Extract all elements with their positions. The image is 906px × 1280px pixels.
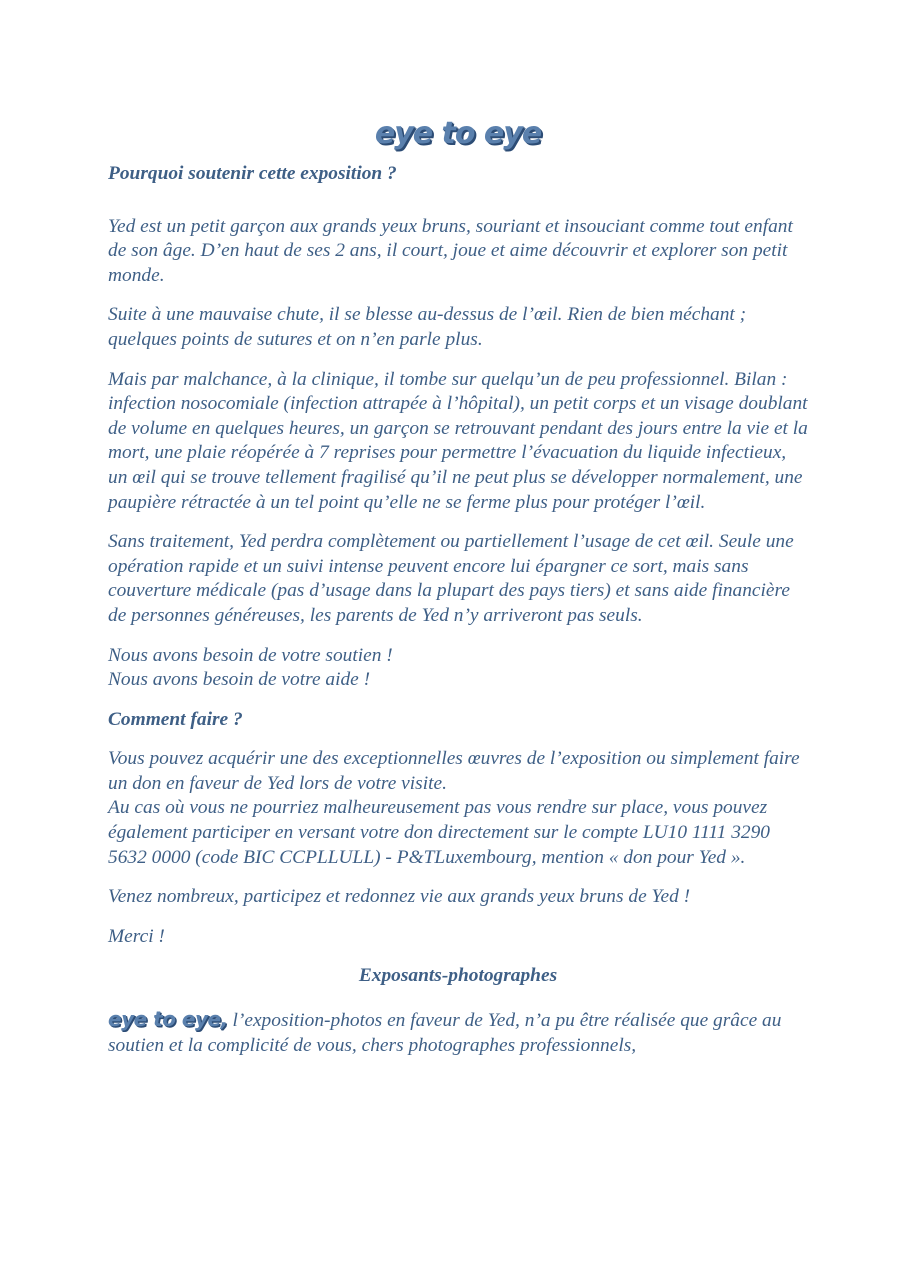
paragraph-intro: Yed est un petit garçon aux grands yeux bruns, souriant et insouciant comme tout enfant de son âge. D’en haut de ses 2 ans, il court, joue et aime découvrir et explorer son petit monde. [108, 215, 793, 286]
document-page [108, 112, 808, 1073]
exhibitors-paragraph [108, 1007, 808, 1058]
need-support-block [108, 644, 808, 693]
paragraph-treatment: Sans traitement, Yed perdra complètement ou partiellement l’usage de cet œil. Seule une opération rapide et un suivi intense peuvent encore lui épargner ce sort, mais sans couverture médicale (pas d’usage dans la plupart des pays tiers) et sans aide financière de personnes généreuses, les parents de Yed n’y arriveront pas seuls. [108, 531, 794, 626]
how-to-acquire: Vous pouvez acquérir une des exceptionnelles œuvres de l’exposition ou simplement faire un don en faveur de Yed lors de votre visite. [108, 748, 800, 794]
heading-why-support: Pourquoi soutenir cette exposition ? [108, 163, 397, 184]
call-to-action: Venez nombreux, participez et redonnez vie aux grands yeux bruns de Yed ! [108, 886, 691, 908]
exhibitors-brand: eye to eye, [108, 1007, 228, 1032]
paragraph-infection: Mais par malchance, à la clinique, il tombe sur quelqu’un de peu professionnel. Bilan : infection nosocomiale (infection attrapée à l’hôpital), un petit corps et un visage doublant de volume en quelques heures, un garçon se retrouvant pendant des jours entre la vie et la mort, une plaie réopérée à 7 reprises pour permettre l’évacuation du liquide infectieux, un œil qui se trouve tellement fragilisé qu’il ne peut plus se développer normalement, une paupière rétractée à un tel point qu’elle ne se ferme plus pour protéger l’œil. [108, 368, 808, 513]
paragraph-accident: Suite à une mauvaise chute, il se blesse au-dessus de l’œil. Rien de bien méchant ; quelques points de sutures et on n’en parle plus. [108, 304, 747, 350]
heading-how-to: Comment faire ? [108, 708, 243, 730]
document-title: eye to eye [374, 116, 542, 151]
need-help-line: Nous avons besoin de votre aide ! [108, 669, 371, 691]
how-to-block [108, 747, 808, 870]
thanks-text: Merci ! [108, 925, 165, 947]
need-support-line: Nous avons besoin de votre soutien ! [108, 644, 393, 666]
heading-exhibitors: Exposants-photographes [358, 965, 558, 987]
how-to-transfer: Au cas où vous ne pourriez malheureusement pas vous rendre sur place, vous pouvez également participer en versant votre don directement sur le compte LU10 1111 3290 5632 0000 (code BIC CCPLLULL) - P&TLuxembourg, mention « don pour Yed ». [108, 797, 771, 868]
exhibitors-text: l’exposition-photos en faveur de Yed, n’a pu être réalisée que grâce au soutien et la complicité de vous, chers photographes professionnels, [108, 1010, 782, 1056]
